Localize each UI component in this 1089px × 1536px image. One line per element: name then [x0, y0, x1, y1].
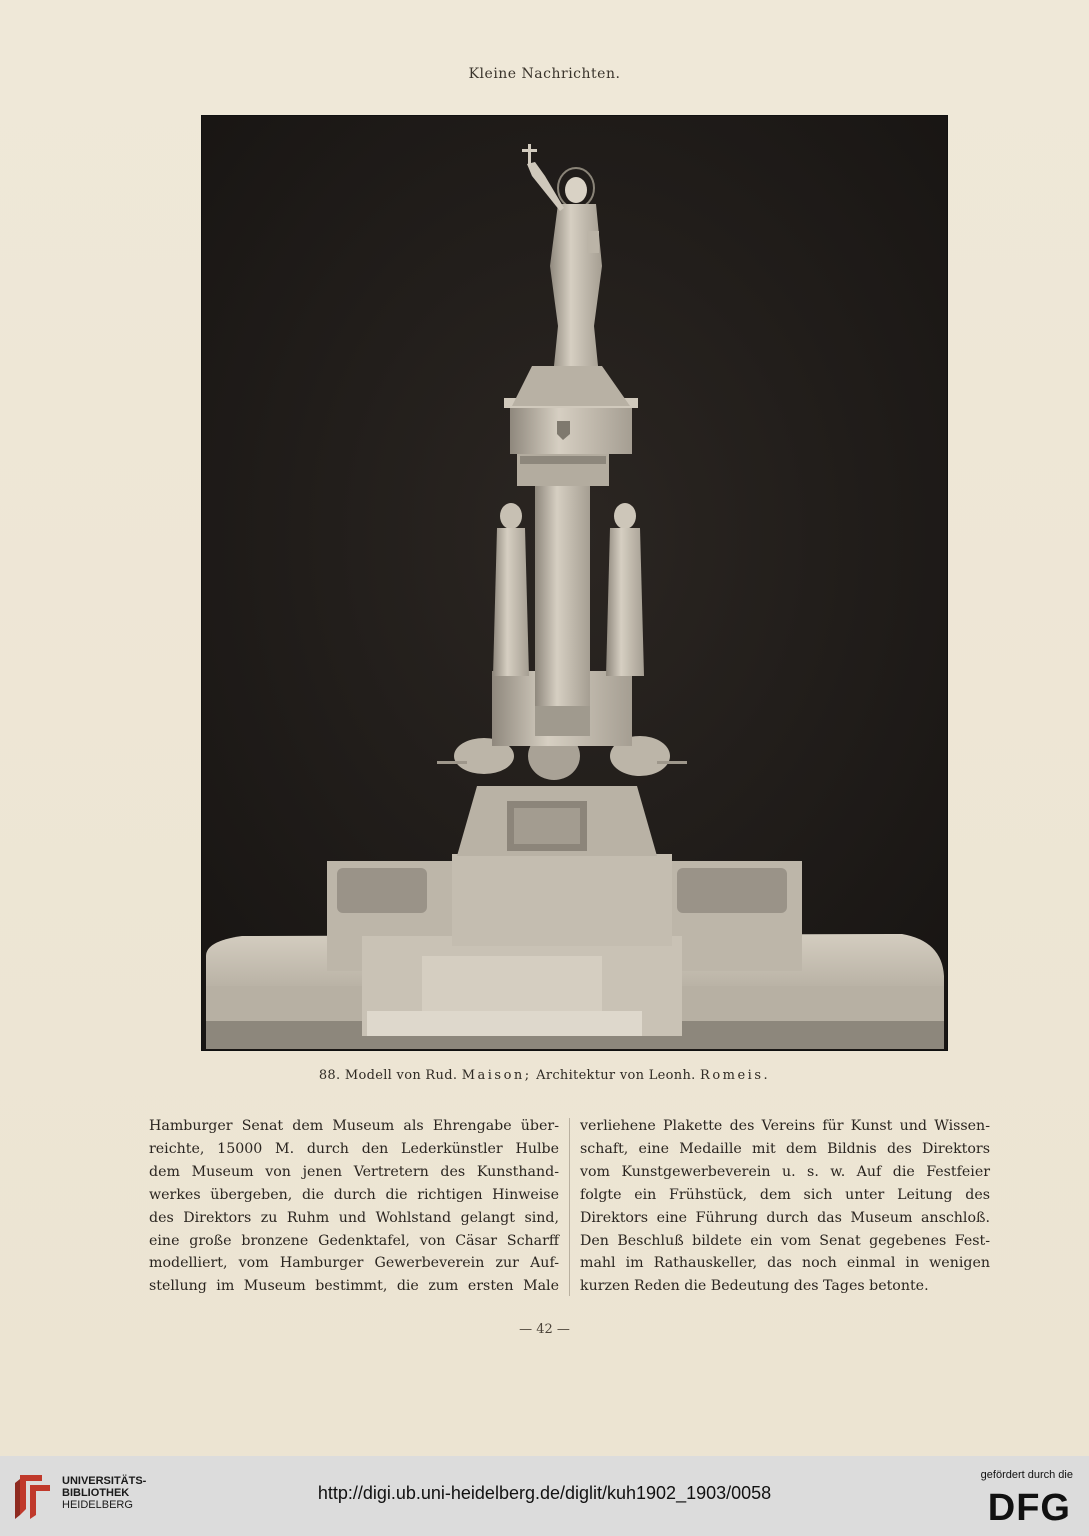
text-line: eine große bronzene Gedenktafel, von Cäsar Scharff	[149, 1232, 559, 1249]
caption-name-a: Maison;	[461, 1068, 532, 1083]
caption-number: 88.	[318, 1068, 341, 1083]
text-column-left	[149, 1115, 559, 1298]
text-line: reichte, 15000 M. durch den Lederkünstler Hulbe	[149, 1140, 559, 1157]
figure-caption	[0, 1068, 1089, 1083]
running-head: Kleine Nachrichten.	[468, 66, 621, 82]
text-line: werkes übergeben, die durch die richtigen Hinweise	[149, 1186, 559, 1203]
saint-statue-right	[606, 503, 644, 676]
caption-name-b: Romeis.	[700, 1068, 771, 1083]
text-line: stellung im Museum bestimmt, die zum ersten Male	[149, 1278, 559, 1295]
library-line-1: UNIVERSITÄTS-	[62, 1475, 147, 1487]
text-column-right	[580, 1115, 990, 1298]
fountain-model-image	[202, 116, 947, 1050]
text-line: folgte ein Frühstück, dem sich unter Leitung des	[580, 1186, 990, 1203]
page-number: — 42 —	[519, 1322, 570, 1337]
saint-statue-left	[493, 503, 529, 676]
library-line-3: HEIDELBERG	[62, 1499, 133, 1511]
text-line: Direktors eine Führung durch das Museum anschloß.	[580, 1209, 990, 1226]
text-line: verliehene Plakette des Vereins für Kunst und Wissen-	[580, 1118, 990, 1134]
text-line: Den Beschluß bildete ein vom Senat gegebenes Fest-	[580, 1232, 990, 1249]
text-line: schaft, eine Medaille mit dem Bildnis des Direktors	[580, 1140, 990, 1157]
text-line: des Direktors zu Ruhm und Wohlstand gelangt sind,	[149, 1209, 559, 1226]
permalink-url[interactable]: http://digi.ub.uni-heidelberg.de/diglit/kuh1902_1903/0058	[317, 1483, 772, 1503]
plinth	[457, 786, 657, 856]
text-line: vom Kunstgewerbeverein u. s. w. Auf die Festfeier	[580, 1163, 990, 1180]
text-line: modelliert, vom Hamburger Gewerbeverein zur Auf-	[149, 1255, 559, 1272]
caption-text-a: Modell von Rud.	[344, 1068, 458, 1083]
digitization-footer	[0, 1456, 1089, 1536]
funder-label: gefördert durch die	[980, 1469, 1073, 1481]
dfg-logo: DFG	[987, 1487, 1071, 1529]
column-divider	[569, 1118, 570, 1296]
main-column	[535, 486, 590, 736]
text-line: dem Museum von jenen Vertretern des Kunsthand-	[149, 1163, 559, 1180]
library-line-2: BIBLIOTHEK	[62, 1487, 130, 1499]
fountain-photograph	[201, 115, 948, 1051]
text-line: Hamburger Senat dem Museum als Ehrengabe über-	[149, 1118, 559, 1134]
caption-text-b: Architektur von Leonh.	[536, 1068, 696, 1083]
text-line: mahl im Rathauskeller, das noch einmal in wenigen	[580, 1255, 990, 1272]
text-line: kurzen Reden die Bedeutung des Tages betonte.	[580, 1278, 929, 1295]
